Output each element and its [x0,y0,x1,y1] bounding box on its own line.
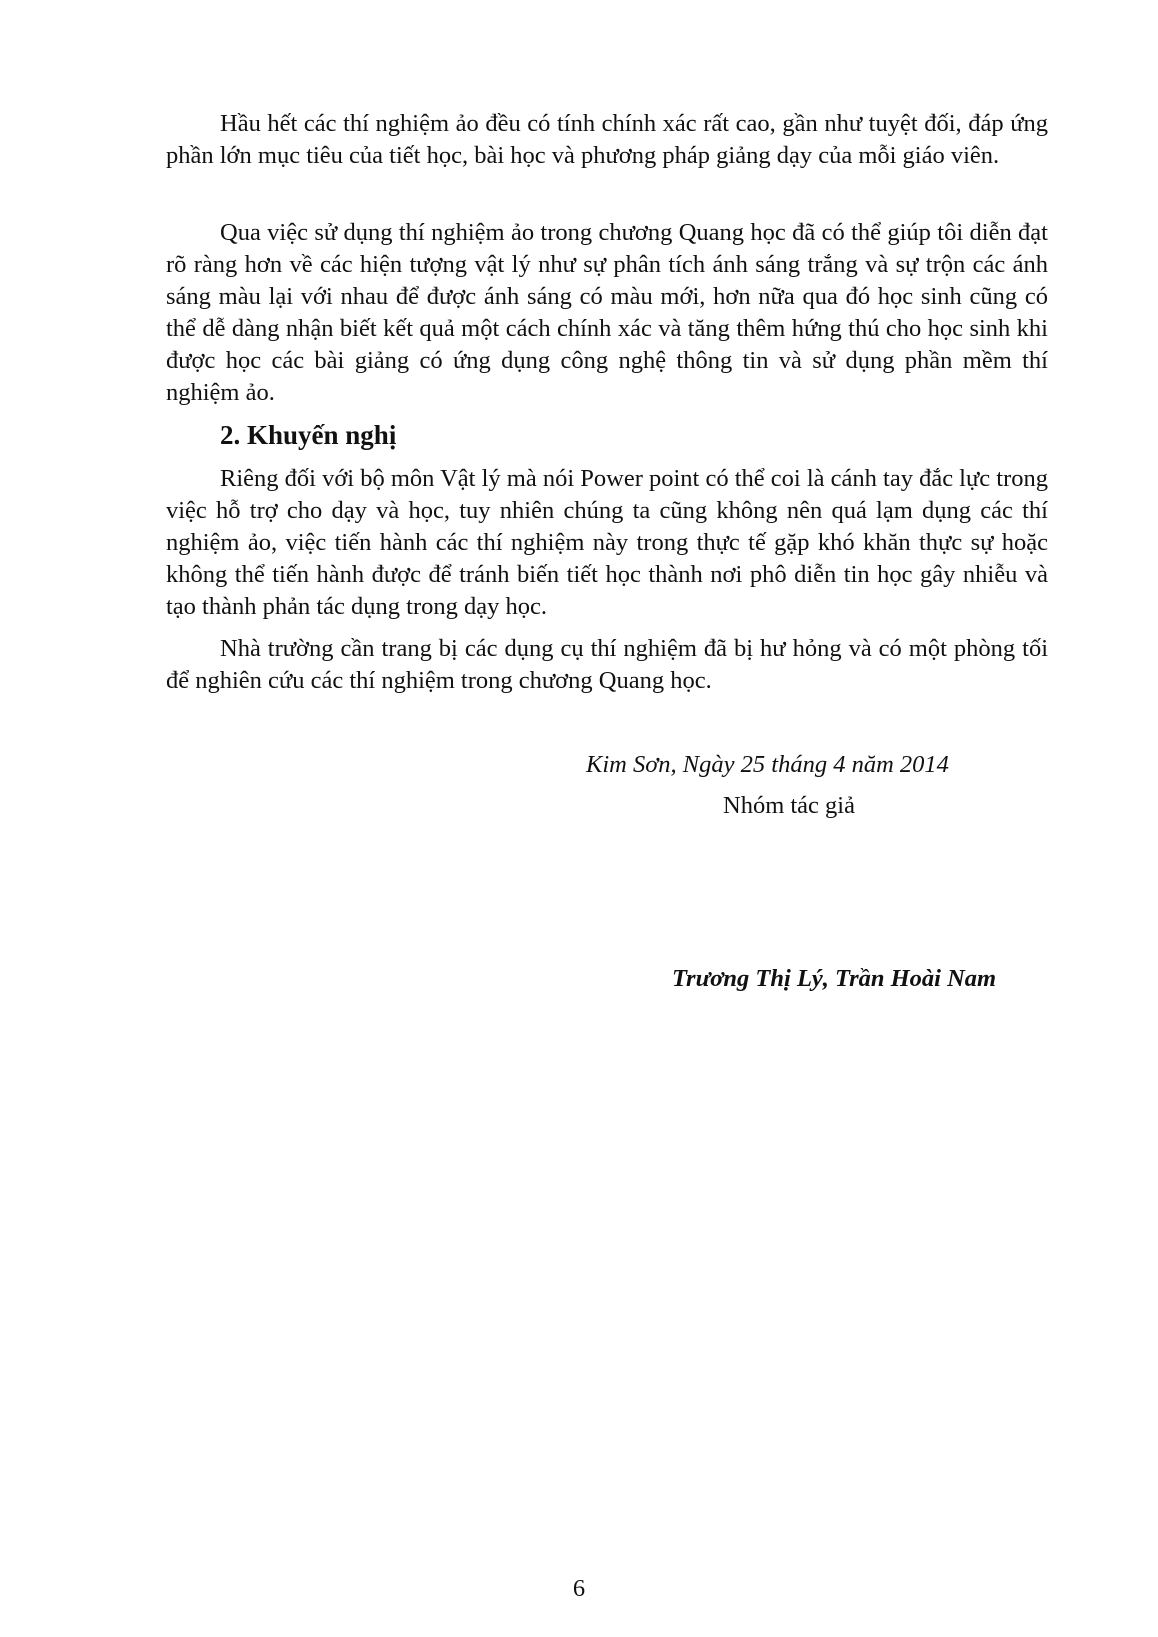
signature-authors: Trương Thị Lý, Trần Hoài Nam [672,965,997,992]
paragraph-recommendation: Riêng đối với bộ môn Vật lý mà nói Power point có thể coi là cánh tay đắc lực trong việc hỗ trợ cho dạy và học, tuy nhiên chúng ta cũng không nên quá lạm dụng các thí nghiệm ảo, việc tiến hành các thí nghiệm này trong thực tế gặp khó khăn thực sự hoặc không thể tiến hành được để tránh biến tiết học thành nơi phô diễn tin học gây nhiễu và tạo thành phản tác dụng trong dạy học. [166,465,1048,620]
paragraph-accuracy: Hầu hết các thí nghiệm ảo đều có tính chính xác rất cao, gần như tuyệt đối, đáp ứng phần lớn mục tiêu của tiết học, bài học và phương pháp giảng dạy của mỗi giáo viên. [166,110,1048,169]
page-number: 6 [572,1575,586,1602]
signature-role: Nhóm tác giả [723,792,855,819]
signature-place-date: Kim Sơn, Ngày 25 tháng 4 năm 2014 [586,751,949,778]
paragraph-optics-usage: Qua việc sử dụng thí nghiệm ảo trong chương Quang học đã có thể giúp tôi diễn đạt rõ ràng hơn về các hiện tượng vật lý như sự phân tích ánh sáng trắng và sự trộn các ánh sáng màu lại với nhau để được ánh sáng có màu mới, hơn nữa qua đó học sinh cũng có thể dễ dàng nhận biết kết quả một cách chính xác và tăng thêm hứng thú cho học sinh khi được học các bài giảng có ứng dụng công nghệ thông tin và sử dụng phần mềm thí nghiệm ảo. [166,219,1048,406]
paragraph-school-equipment: Nhà trường cần trang bị các dụng cụ thí nghiệm đã bị hư hỏng và có một phòng tối để nghiên cứu các thí nghiệm trong chương Quang học. [166,635,1048,694]
section-heading: 2. Khuyến nghị [220,420,397,450]
